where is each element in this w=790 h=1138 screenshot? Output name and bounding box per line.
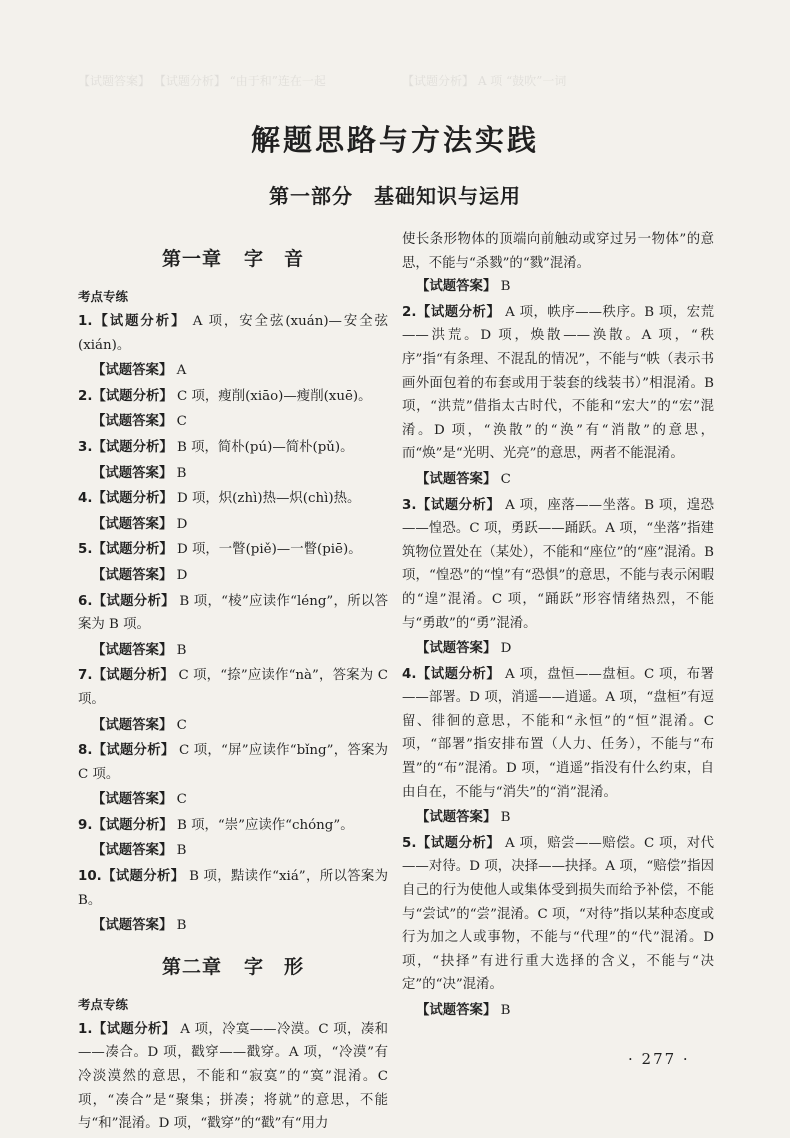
analysis-tag: 【试题分析】 [416, 497, 501, 513]
answer-tag: 【试题答案】 [92, 843, 173, 859]
analysis-text: B 项，“崇”应读作“chóng”。 [177, 817, 354, 833]
answer-line [402, 637, 714, 661]
answer-tag: 【试题答案】 [416, 1003, 497, 1018]
question-item [402, 494, 714, 636]
question-number: 7. [78, 668, 93, 684]
question-number: 10. [78, 869, 102, 885]
answer-value: D [500, 641, 512, 657]
question-number: 9. [78, 817, 93, 833]
analysis-tag: 【试题分析】 [92, 817, 173, 833]
question-item [78, 814, 388, 838]
analysis-tag: 【试题分析】 [92, 388, 173, 404]
question-number: 3. [402, 497, 417, 513]
question-number: 2. [402, 304, 417, 320]
analysis-tag: 【试题分析】 [101, 869, 185, 885]
answer-line [78, 914, 388, 938]
answer-tag: 【试题答案】 [416, 641, 497, 657]
question-number: 8. [78, 743, 93, 759]
analysis-tag: 【试题分析】 [92, 491, 173, 507]
chapter-number: 第二章 [161, 955, 222, 978]
question-number: 2. [78, 388, 93, 404]
analysis-text: C 项，“屏”应读作“bǐng”，答案为 C 项。 [78, 743, 389, 782]
question-item [78, 538, 388, 562]
answer-value: B [176, 918, 187, 934]
bleed-through-text: 【试题答案】 【试题分析】 “由于和”连在一起 [78, 74, 326, 88]
analysis-tag: 【试题分析】 [92, 593, 175, 609]
answer-line [78, 639, 388, 663]
analysis-text: B 项，“棱”应读作“léng”，所以答案为 B 项。 [78, 593, 388, 633]
bleed-through-text: 【试题分析】 A 项 “鼓吹”一词 [402, 74, 567, 88]
answer-line [78, 513, 388, 537]
answer-tag: 【试题答案】 [92, 918, 173, 934]
answer-value: A [176, 363, 187, 379]
question-item [78, 1018, 388, 1136]
analysis-tag: 【试题分析】 [92, 1021, 176, 1037]
question-item [78, 739, 388, 786]
analysis-tag: 【试题分析】 [92, 439, 173, 455]
question-number: 5. [78, 542, 93, 558]
answer-value: C [176, 717, 187, 733]
analysis-text: A 项，座落——坐落。B 项，遑恐——惶恐。C 项，勇跃——踊跃。A 项，“坐落”指建筑物位置处在（某处），不能和“座位”的“座”混淆。B 项，“惶恐”的“惶”有“恐惧”的意思，不能与表示闲暇的“遑”混淆。C 项，“踊跃”形容情绪热烈，不能与“勇敢”的“勇”混淆。 [402, 497, 714, 631]
answer-line [78, 839, 388, 863]
answer-tag: 【试题答案】 [92, 363, 173, 379]
answer-tag: 【试题答案】 [92, 717, 173, 733]
question-item [78, 385, 388, 409]
question-item [78, 590, 388, 637]
question-item [402, 663, 714, 805]
question-number: 4. [78, 491, 93, 507]
chapter-topic: 字 形 [244, 955, 305, 978]
answer-tag: 【试题答案】 [416, 810, 497, 826]
answer-value: B [176, 843, 187, 859]
answer-line [78, 410, 388, 434]
question-number: 4. [402, 666, 417, 682]
answer-line [78, 359, 388, 383]
analysis-text: A 项，赔尝——赔偿。C 项，对代——对待。D 项，决择——抉择。A 项，“赔偿”指因自己的行为使他人或集体受到损失而给予补偿，不能与“尝试”的“尝”混淆。C 项，“对待”指以某种态度或行为加之人或事物，不能与“代理”的“代”混淆。D 项，“抉择”有进行重大选择的含义，不能与“决定”的“决”混淆。 [402, 835, 715, 993]
answer-value: C [176, 414, 187, 430]
question-item [78, 436, 388, 460]
analysis-text: A 项，盘恒——盘桓。C 项，布署——部署。D 项，消遥——逍遥。A 项，“盘桓”有逗留、徘徊的意思，不能和“永恒”的“恒”混淆。C 项，“部署”指安排布置（人力、任务），不能与“布置”的“布”混淆。D 项，“逍遥”指没有什么约束，自由自在，不能与“消失”的“消”混淆。 [402, 666, 715, 800]
answer-value: C [176, 792, 187, 808]
question-item [402, 832, 714, 997]
analysis-text: B 项，简朴(pú)—简朴(pǔ)。 [177, 439, 354, 455]
question-number: 1. [78, 1021, 93, 1037]
answer-tag: 【试题答案】 [92, 792, 173, 808]
analysis-text: D 项，炽(zhì)热—炽(chì)热。 [177, 491, 361, 507]
question-number: 1. [78, 314, 93, 329]
question-number: 3. [78, 439, 93, 455]
analysis-text: A 项，冷寞——冷漠。C 项，凑和——凑合。D 项，戳穿——戳穿。A 项，“冷漠”有冷淡漠然的意思，不能和“寂寞”的“寞”混淆。C 项，“凑合”是“聚集；拼凑；将就”的意思，不能与“和”混淆。D 项，“戳穿”的“戳”有“用力 [78, 1021, 388, 1132]
question-list [78, 310, 388, 938]
chapter-heading [78, 952, 388, 982]
analysis-tag: 【试题分析】 [92, 743, 175, 759]
question-list [402, 301, 714, 1023]
answer-tag: 【试题答案】 [92, 516, 173, 532]
answer-tag: 【试题答案】 [92, 567, 173, 583]
analysis-text: D 项，一瞥(piě)—一瞥(piē)。 [177, 542, 362, 558]
analysis-tag: 【试题分析】 [92, 314, 187, 329]
answer-value: C [500, 471, 511, 487]
answer-line [78, 714, 388, 738]
answer-line [402, 275, 714, 299]
answer-value: B [176, 642, 187, 658]
answer-tag: 【试题答案】 [92, 414, 173, 430]
answer-value: D [176, 567, 188, 583]
answer-tag: 【试题答案】 [416, 279, 497, 295]
analysis-text: C 项，瘦削(xiāo)—瘦削(xuē)。 [177, 388, 372, 404]
answer-value: B [500, 279, 511, 295]
answer-value: B [176, 465, 187, 481]
question-item [78, 865, 388, 912]
chapter-topic: 字 音 [244, 248, 305, 270]
answer-value: D [176, 516, 188, 532]
analysis-tag: 【试题分析】 [416, 304, 501, 320]
analysis-tag: 【试题分析】 [416, 835, 501, 851]
page-title: 解题思路与方法实践 [250, 123, 539, 157]
analysis-tag: 【试题分析】 [416, 666, 501, 682]
question-item [78, 487, 388, 511]
chapter-heading [78, 244, 388, 274]
answer-tag: 【试题答案】 [92, 642, 173, 658]
answer-line [402, 999, 714, 1023]
right-column [402, 228, 714, 1025]
question-item [402, 301, 714, 466]
answer-tag: 【试题答案】 [92, 465, 173, 481]
answer-line [78, 462, 388, 486]
analysis-text: A 项，帙序——秩序。B 项，宏荒——洪荒。D 项，焕散——涣散。A 项，“秩序”指“有条理、不混乱的情况”，不能与“帙（表示书画外面包着的布套或用于装套的线装书）”相混淆。B 项，“洪荒”借指太古时代，不能和“宏大”的“宏”混淆。D 项，“涣散”的“涣”有“消散”的意思，而“焕”是“光明、光亮”的意思，两者不能混淆。 [402, 304, 714, 462]
analysis-text: A 项，安全弦(xuán)—安全弦(xián)。 [78, 314, 388, 353]
section-heading: 考点专练 [78, 289, 129, 304]
chapter-number: 第一章 [161, 248, 222, 270]
answer-line [402, 806, 714, 830]
answer-line [402, 468, 714, 492]
section-heading: 考点专练 [78, 996, 129, 1012]
continued-text: 使长条形物体的顶端向前触动或穿过另一物体”的意思，不能与“杀戮”的“戮”混淆。 [402, 232, 714, 271]
answer-value: B [500, 1003, 511, 1018]
answer-value: B [500, 810, 511, 826]
left-column [78, 238, 388, 1138]
page-number: · 277 · [628, 1050, 690, 1068]
analysis-text: B 项，黠读作“xiá”，所以答案为 B。 [78, 869, 389, 908]
answer-line [78, 564, 388, 588]
part-heading: 第一部分 基础知识与运用 [269, 184, 521, 208]
answer-tag: 【试题答案】 [416, 471, 497, 487]
analysis-tag: 【试题分析】 [92, 542, 173, 558]
analysis-text: C 项，“捺”应读作“nà”，答案为 C 项。 [78, 668, 388, 707]
answer-line [78, 788, 388, 812]
question-number: 5. [402, 835, 417, 851]
analysis-tag: 【试题分析】 [92, 668, 174, 684]
question-item [78, 664, 388, 711]
question-item [78, 310, 388, 357]
question-number: 6. [78, 593, 93, 609]
